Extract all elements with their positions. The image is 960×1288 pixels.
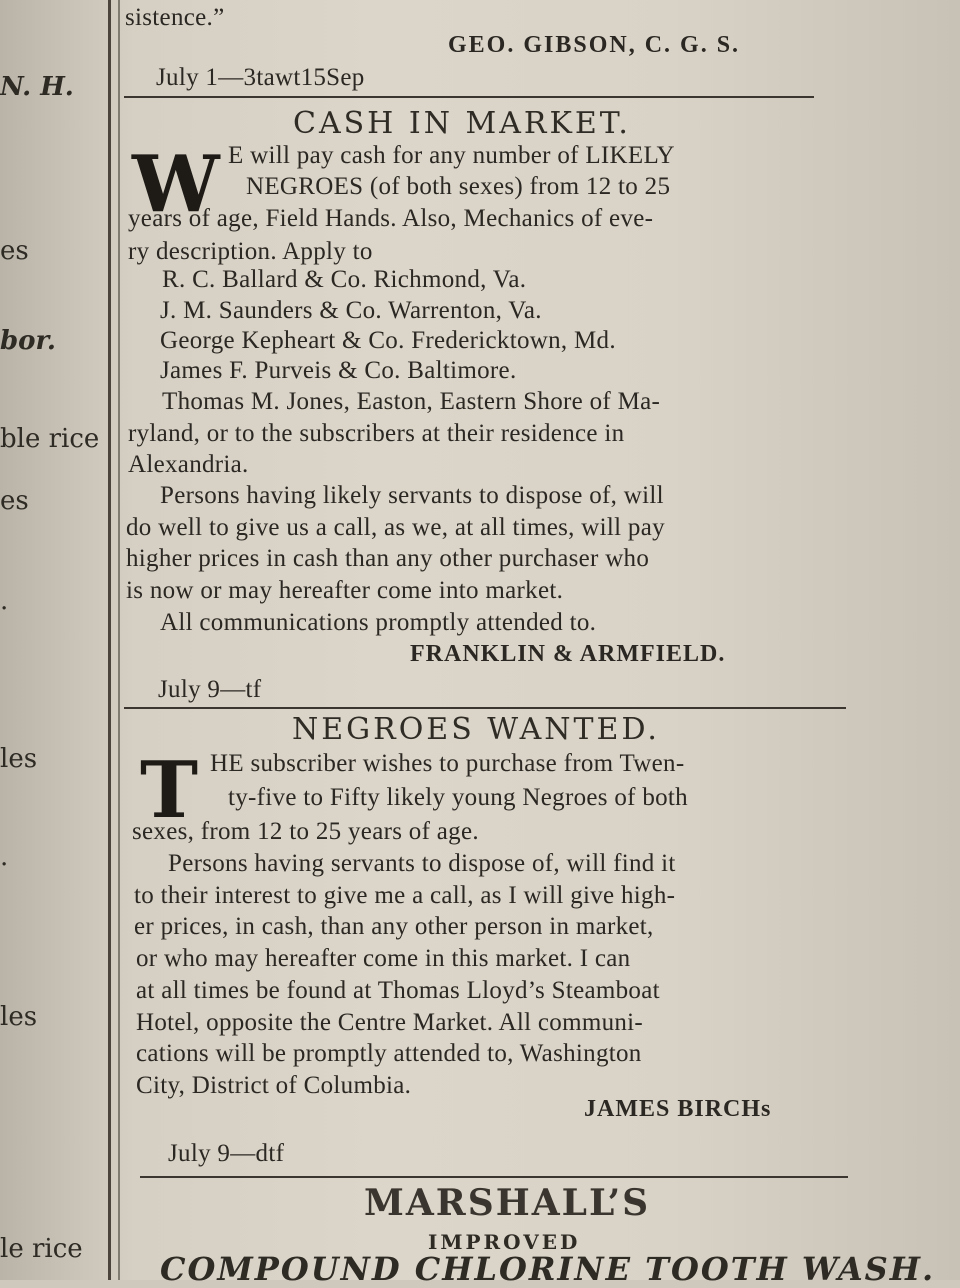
ad-line: is now or may hereafter come into market. — [126, 577, 564, 604]
drop-cap: T — [140, 745, 199, 836]
left-fragment: ble rice — [0, 424, 100, 454]
ad-line: George Kepheart & Co. Fredericktown, Md. — [160, 327, 616, 354]
left-fragment: N. H. — [0, 72, 74, 102]
ad-line: City, District of Columbia. — [136, 1072, 412, 1099]
ad-signature: FRANKLIN & ARMFIELD. — [410, 641, 726, 667]
ad-line: ryland, or to the subscribers at their residence in — [128, 420, 625, 447]
ad-line: Hotel, opposite the Centre Market. All communi- — [136, 1009, 644, 1036]
ad-line: years of age, Field Hands. Also, Mechanics of eve- — [128, 205, 654, 232]
left-fragment: les — [0, 1002, 38, 1032]
ad-heading: NEGROES WANTED. — [292, 712, 660, 747]
divider-rule — [124, 707, 846, 709]
ad-dateline: July 9—dtf — [168, 1140, 285, 1167]
ad-line: ry description. Apply to — [128, 238, 373, 265]
column-rule-left — [108, 0, 111, 1280]
ad-line: er prices, in cash, than any other person in market, — [134, 913, 654, 940]
divider-rule — [140, 1176, 848, 1178]
ad-line: Persons having servants to dispose of, will find it — [168, 850, 676, 877]
left-fragment: les — [0, 744, 38, 774]
ad-line: cations will be promptly attended to, Washington — [136, 1040, 642, 1067]
ad-heading: CASH IN MARKET. — [293, 106, 631, 141]
ad-line: NEGROES (of both sexes) from 12 to 25 — [246, 173, 671, 200]
top-signature: GEO. GIBSON, C. G. S. — [448, 32, 741, 58]
ad-line: Persons having likely servants to dispose of, will — [160, 482, 664, 509]
column-rule-right — [118, 0, 120, 1280]
ad-line: All communications promptly attended to. — [160, 609, 597, 636]
drop-cap: W — [132, 139, 220, 230]
left-fragment: bor. — [0, 326, 56, 356]
ad-line: to their interest to give me a call, as I will give high- — [134, 882, 676, 909]
ad-line: J. M. Saunders & Co. Warrenton, Va. — [160, 297, 542, 324]
ad-line: Thomas M. Jones, Easton, Eastern Shore of Ma- — [162, 388, 661, 415]
left-fragment: es — [0, 236, 29, 266]
ad-line: James F. Purveis & Co. Baltimore. — [160, 357, 517, 384]
divider-rule — [124, 96, 814, 98]
left-fragment: le rice — [0, 1234, 83, 1264]
ad-line: higher prices in cash than any other purchaser who — [126, 545, 650, 572]
ad-signature: JAMES BIRCHs — [584, 1096, 772, 1122]
ad-subheading: IMPROVED — [428, 1230, 581, 1254]
left-fragment: . — [0, 842, 9, 872]
top-dateline: July 1—3tawt15Sep — [156, 64, 365, 91]
ad-line: sexes, from 12 to 25 years of age. — [132, 818, 479, 845]
ad-line: E will pay cash for any number of LIKELY — [228, 142, 675, 169]
ad-line: ty-five to Fifty likely young Negroes of both — [228, 784, 688, 811]
ad-line: at all times be found at Thomas Lloyd’s Steamboat — [136, 977, 660, 1004]
ad-line: or who may hereafter come in this market. I can — [136, 945, 631, 972]
ad-heading: MARSHALL’S — [364, 1182, 651, 1224]
ad-line: COMPOUND CHLORINE TOOTH WASH. — [160, 1250, 936, 1288]
left-fragment: . — [0, 586, 9, 616]
ad-dateline: July 9—tf — [158, 676, 262, 703]
ad-line: Alexandria. — [128, 451, 249, 478]
top-line: sistence.” — [125, 4, 225, 31]
left-fragment: es — [0, 486, 29, 516]
ad-line: R. C. Ballard & Co. Richmond, Va. — [162, 266, 527, 293]
ad-line: HE subscriber wishes to purchase from Twen- — [210, 750, 685, 777]
ad-line: do well to give us a call, as we, at all times, will pay — [126, 514, 665, 541]
